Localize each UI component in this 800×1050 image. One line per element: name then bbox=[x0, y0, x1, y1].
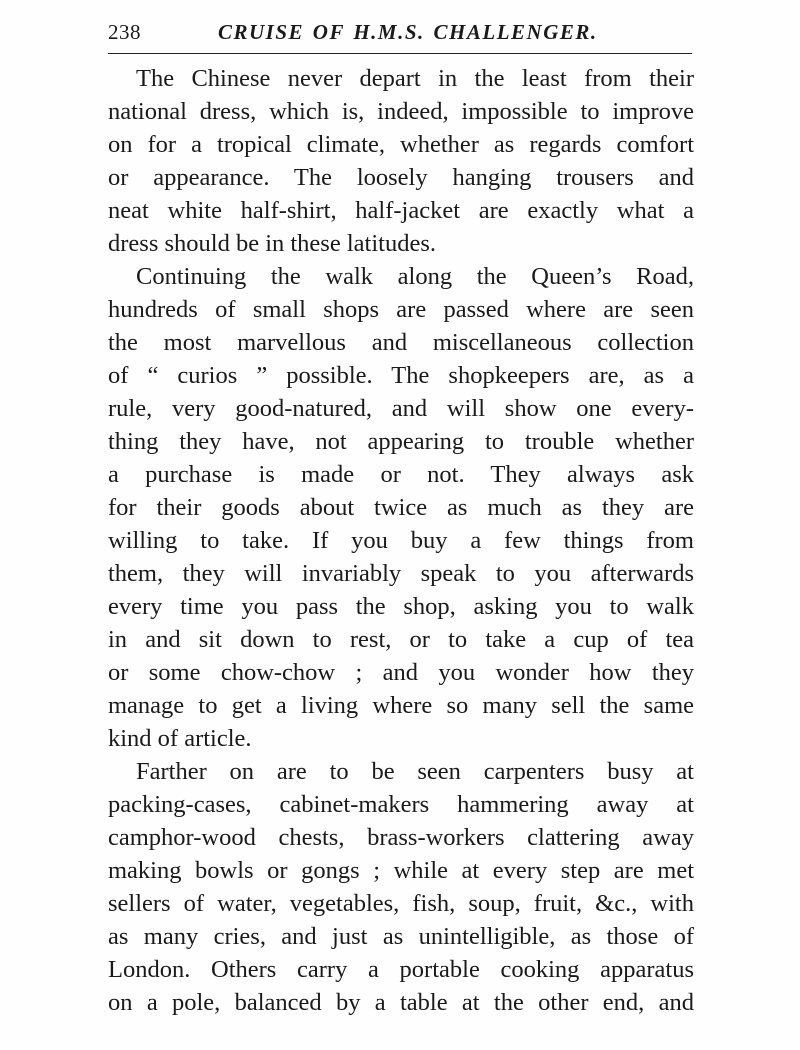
text-line: dress should be in these latitudes. bbox=[108, 230, 436, 257]
text-line: for their goods about twice as much as they are bbox=[108, 494, 694, 521]
body-text bbox=[108, 62, 694, 1019]
text-line: kind of article. bbox=[108, 725, 252, 752]
paragraph bbox=[108, 755, 694, 1019]
text-line: or some chow-chow ; and you wonder how they bbox=[108, 659, 694, 686]
paragraph bbox=[108, 62, 694, 260]
text-line: thing they have, not appearing to trouble whether bbox=[108, 428, 694, 455]
text-line: sellers of water, vegetables, fish, soup, fruit, &c., with bbox=[108, 890, 694, 917]
text-line: every time you pass the shop, asking you to walk bbox=[108, 593, 694, 620]
text-line: on for a tropical climate, whether as regards comfort bbox=[108, 131, 694, 158]
text-line: or appearance. The loosely hanging trousers and bbox=[108, 164, 694, 191]
text-line: London. Others carry a portable cooking apparatus bbox=[108, 956, 694, 983]
text-line: them, they will invariably speak to you afterwards bbox=[108, 560, 694, 587]
text-line: as many cries, and just as unintelligible, as those of bbox=[108, 923, 694, 950]
text-line: Continuing the walk along the Queen’s Road, bbox=[136, 263, 694, 290]
page-header bbox=[108, 18, 694, 52]
text-line: manage to get a living where so many sell the same bbox=[108, 692, 694, 719]
text-line: a purchase is made or not. They always ask bbox=[108, 461, 694, 488]
header-rule bbox=[108, 53, 692, 54]
text-line: rule, very good-natured, and will show one every- bbox=[108, 395, 694, 422]
text-line: willing to take. If you buy a few things from bbox=[108, 527, 694, 554]
text-line: making bowls or gongs ; while at every step are met bbox=[108, 857, 694, 884]
running-title: CRUISE OF H.M.S. CHALLENGER. bbox=[218, 20, 598, 44]
text-line: Farther on are to be seen carpenters busy at bbox=[136, 758, 694, 785]
text-line: camphor-wood chests, brass-workers clattering away bbox=[108, 824, 694, 851]
page-number: 238 bbox=[108, 20, 141, 44]
text-line: hundreds of small shops are passed where are seen bbox=[108, 296, 694, 323]
text-line: of “ curios ” possible. The shopkeepers are, as a bbox=[108, 362, 694, 389]
text-line: The Chinese never depart in the least from their bbox=[136, 65, 694, 92]
text-line: neat white half-shirt, half-jacket are exactly what a bbox=[108, 197, 694, 224]
text-line: packing-cases, cabinet-makers hammering away at bbox=[108, 791, 694, 818]
text-line: in and sit down to rest, or to take a cup of tea bbox=[108, 626, 694, 653]
text-line: national dress, which is, indeed, impossible to improve bbox=[108, 98, 694, 125]
paragraph bbox=[108, 260, 694, 755]
text-line: the most marvellous and miscellaneous collection bbox=[108, 329, 694, 356]
text-line: on a pole, balanced by a table at the other end, and bbox=[108, 989, 694, 1016]
